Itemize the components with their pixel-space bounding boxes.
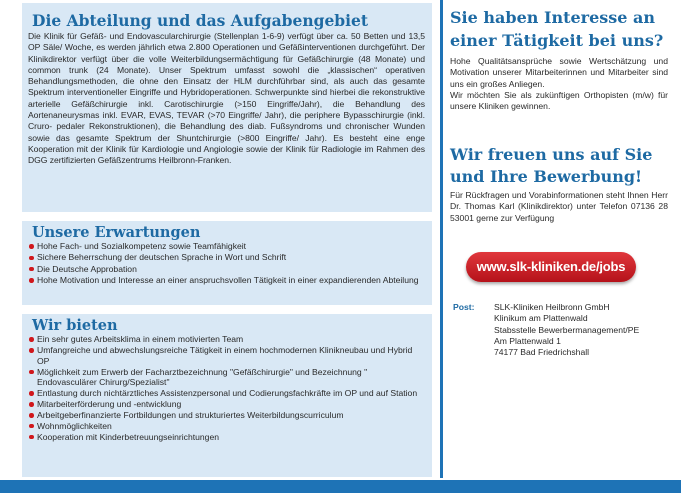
list-item: Hohe Fach- und Sozialkompetenz sowie Teamfähigkeit [28, 241, 425, 252]
offer-title: Wir bieten [32, 317, 118, 334]
department-section [22, 3, 432, 212]
address-line: Stabsstelle Bewerbermanagement/PE [494, 324, 640, 335]
list-item: Die Deutsche Approbation [28, 264, 425, 275]
interest-text-second: Wir möchten Sie als zukünftigen Orthopisten (m/w) für unsere Kliniken gewinnen. [450, 89, 668, 112]
list-item: Möglichkeit zum Erwerb der Facharztbezeichnung "Gefäßchirurgie" und Bezeichnung " Endovasculärer Chirurg/Spezialist" [28, 367, 425, 389]
interest-text [450, 56, 668, 112]
application-title-line1: Wir freuen uns auf Sie [450, 145, 653, 164]
list-item: Ein sehr gutes Arbeitsklima in einem motivierten Team [28, 334, 425, 345]
expectations-title: Unsere Erwartungen [32, 224, 201, 241]
post-label: Post: [453, 302, 475, 312]
department-title: Die Abteilung und das Aufgabengebiet [32, 11, 369, 30]
offer-section [22, 314, 432, 477]
postal-address [494, 302, 674, 358]
list-item: Wohnmöglichkeiten [28, 421, 425, 432]
address-line: Am Plattenwald 1 [494, 335, 561, 346]
list-item: Entlastung durch nichtärztliches Assistenzpersonal und Codierungsfachkräfte im OP und auf Station [28, 388, 425, 399]
list-item: Umfangreiche und abwechslungsreiche Tätigkeit in einem hochmodernen Klinikneubau und Hybrid OP [28, 345, 425, 367]
list-item: Arbeitgeberfinanzierte Fortbildungen und strukturiertes Weiterbildungscurriculum [28, 410, 425, 421]
list-item: Kooperation mit Kinderbetreuungseinrichtungen [28, 432, 425, 443]
list-item: Sichere Beherrschung der deutschen Sprache in Wort und Schrift [28, 252, 425, 263]
expectations-section [22, 221, 432, 305]
application-title [450, 144, 668, 188]
application-title-line2: und Ihre Bewerbung! [450, 167, 643, 186]
application-text: Für Rückfragen und Vorabinformationen steht Ihnen Herr Dr. Thomas Karl (Klinikdirektor) unter Telefon 07136 28 53001 gerne zur Verfügung [450, 190, 668, 223]
interest-title [450, 7, 668, 52]
footer-bar [0, 480, 681, 493]
address-line: Klinikum am Plattenwald [494, 313, 588, 324]
address-line: SLK-Kliniken Heilbronn GmbH [494, 302, 610, 312]
interest-title-line1: Sie haben Interesse an [450, 8, 656, 27]
application-section [450, 144, 668, 232]
list-item: Mitarbeiterförderung und -entwicklung [28, 399, 425, 410]
list-item: Hohe Motivation und Interesse an einer anspruchsvollen Tätigkeit in einer expandierenden Abteilung [28, 275, 425, 286]
offer-list [28, 334, 425, 442]
column-divider [440, 0, 443, 478]
address-line: 74177 Bad Friedrichshall [494, 347, 590, 358]
interest-text-main: Hohe Qualitätsansprüche sowie Wertschätzung und Motivation unserer Mitarbeiterinnen und Mitarbeiter sind uns ein großes Anliegen. [450, 56, 668, 89]
interest-title-line2: einer Tätigkeit bei uns? [450, 30, 664, 50]
interest-section [450, 7, 668, 121]
jobs-link-button[interactable]: www.slk-kliniken.de/jobs [466, 252, 636, 282]
department-text: Die Klinik für Gefäß- und Endovascularchirurgie (Stellenplan 1-6-9) verfügt über ca. 50 Betten und 13,5 OP Säle/ Woche, es werden jährlich etwa 2.800 Operationen und Gefäßinterventionen durchgeführt. Der Klinikdirektor verfügt über die volle Weiterbildungsermächtigung für Gefäßchirurgie (48 Monate) und common trunk (24 Monate). Unser Spektrum umfasst sowohl die „klassischen“ operativen Behandlungsmethoden, die ohne den Einsatz der HLM durchführbar sind, als auch das gesamte Spektrum interventioneller Eingriffe und Hybridoperationen. Schwerpunkte sind hierbei die rekonstruktive arterielle Gefäßchirurgie inkl. Carotischirurgie (>150 Eingriffe/Jahr), die Behandlung des Aortenaneurysmas inkl. EVAR, EVAS, TEVAR (>70 Eingriffe/ Jahr), die periphere Bypasschirurgie (inkl. Cruro- pedaler Rekonstruktionen), die Behandlung des diab. Fußsyndroms und chronischer Wunden sowie das gesamte Spektrum der Shuntchirurgie (>800 Eingriffe/ Jahr). Es besteht eine enge Kooperation mit der Klinik für Kardiologie und Angiologie sowie der Klinik für Radiologie im Rahmen des DGG zertifizierten Gefäßzentrums Heilbronn-Franken. [28, 31, 425, 166]
expectations-list [28, 241, 425, 286]
